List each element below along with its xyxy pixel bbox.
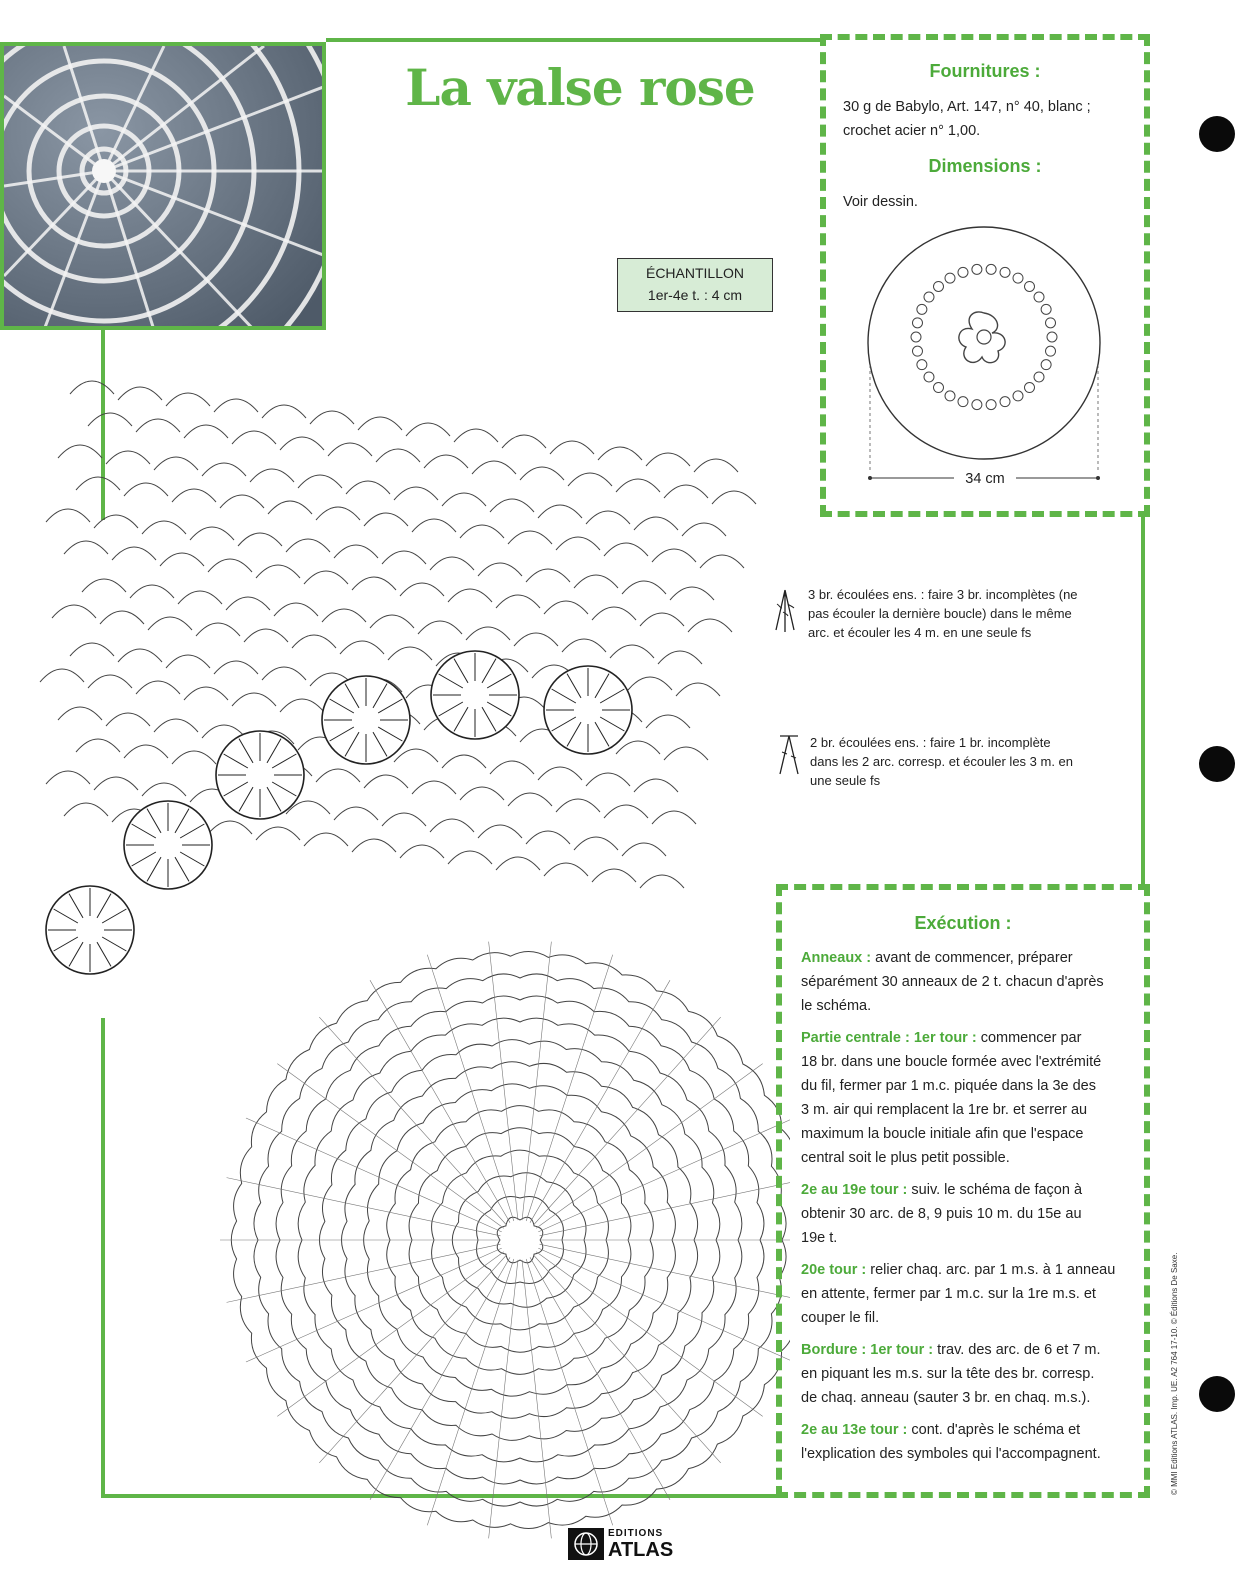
- chart-mesh-arc: [478, 563, 522, 576]
- chart-mesh-arc: [622, 581, 666, 594]
- chart-mesh-arc: [592, 869, 636, 882]
- chart-mesh-arc: [664, 747, 708, 760]
- step-border: [801, 1338, 1131, 1410]
- chart-mesh-arc: [526, 831, 570, 844]
- legend-item-1-line3: arc. et écouler les 4 m. en une seule fs: [808, 625, 1032, 640]
- chart-mesh-arc: [166, 393, 210, 406]
- chart-mesh-arc: [130, 585, 174, 598]
- step-rounds-2-19-line2: obtenir 30 arc. de 8, 9 puis 10 m. du 15e au: [801, 1206, 1082, 1222]
- chart-mesh-arc: [538, 767, 582, 780]
- chart-mesh-arc: [604, 543, 648, 556]
- step-rings: [801, 946, 1131, 1018]
- ring-dot: [986, 264, 996, 274]
- execution-heading: Exécution :: [914, 913, 1012, 933]
- chart-mesh-arc: [496, 857, 540, 870]
- sample-gauge-box: [617, 258, 773, 312]
- chart-spoke: [427, 955, 514, 1221]
- dimensions-text: Voir dessin.: [843, 194, 918, 210]
- ring-dot: [972, 400, 982, 410]
- chart-mesh-arc: [640, 613, 684, 626]
- chart-mesh-arc: [688, 619, 732, 632]
- chart-mesh-arc: [148, 617, 192, 630]
- chart-mesh-arc: [70, 381, 114, 394]
- logo-editions-text: EDITIONS: [608, 1528, 664, 1539]
- execution-instructions: [801, 946, 1131, 1466]
- chart-mesh-arc: [496, 595, 540, 608]
- ring-dot: [912, 318, 922, 328]
- chart-mesh-arc: [334, 807, 378, 820]
- chart-mesh-arc: [556, 799, 600, 812]
- chart-mesh-arc: [82, 579, 126, 592]
- sample-gauge: 1er-4e t. : 4 cm: [647, 287, 743, 303]
- center-flower-icon: [959, 312, 1005, 363]
- step-round-20-line3: couper le fil.: [801, 1310, 880, 1326]
- ring-dot: [912, 346, 922, 356]
- binder-hole-top: [1199, 116, 1235, 152]
- chart-spoke: [522, 1260, 551, 1538]
- chart-mesh-arc: [646, 453, 690, 466]
- chart-mesh-arc: [124, 483, 168, 496]
- chart-spoke: [522, 942, 551, 1220]
- step-round-20-title: 20e tour :: [801, 1262, 867, 1278]
- chart-mesh-arc: [550, 441, 594, 454]
- chart-mesh-arc: [376, 449, 420, 462]
- chart-mesh-arc: [58, 445, 102, 458]
- chart-mesh-arc: [280, 437, 324, 450]
- ring-dot: [1041, 304, 1051, 314]
- step-border-rounds-line2: l'explication des symboles qui l'accompagnent.: [801, 1446, 1101, 1462]
- chart-mesh-arc: [256, 565, 300, 578]
- chart-mesh-arc: [208, 559, 252, 572]
- chart-mesh-arc: [244, 629, 288, 642]
- chart-mesh-arc: [676, 683, 720, 696]
- chart-mesh-arc: [208, 821, 252, 834]
- chart-mesh-arc: [292, 635, 336, 648]
- chart-mesh-arc: [466, 627, 510, 640]
- step-center: [801, 1026, 1131, 1170]
- chart-mesh-arc: [382, 813, 426, 826]
- chart-mesh-arc: [118, 649, 162, 662]
- diameter-label: 34 cm: [965, 471, 1005, 487]
- chart-mesh-arc: [406, 423, 450, 436]
- ring-dot: [986, 400, 996, 410]
- chart-mesh-arc: [328, 443, 372, 456]
- chart-mesh-arc: [214, 661, 258, 674]
- ring-dot: [945, 273, 955, 283]
- sample-label: ÉCHANTILLON: [645, 265, 745, 281]
- doily-photo: [0, 42, 326, 330]
- chart-mesh-arc: [388, 647, 432, 660]
- chart-mesh-arc: [268, 501, 312, 514]
- step-rings-title: Anneaux :: [801, 950, 872, 966]
- chart-mesh-arc: [514, 633, 558, 646]
- chart-mesh-arc: [298, 475, 342, 488]
- step-round-20-line2: en attente, fermer par 1 m.c. sur la 1re m.s. et: [801, 1286, 1096, 1302]
- chart-mesh-arc: [70, 643, 114, 656]
- chart-round: [497, 1217, 543, 1263]
- chart-mesh-arc: [190, 527, 234, 540]
- binder-hole-middle: [1199, 746, 1235, 782]
- chart-mesh-arc: [358, 417, 402, 430]
- chart-mesh-arc: [64, 541, 108, 554]
- chart-mesh-arc: [544, 601, 588, 614]
- chart-mesh-arc: [622, 843, 666, 856]
- chart-mesh-arc: [412, 781, 456, 794]
- legend-item-1-line2: pas écouler la dernière boucle) dans le même: [808, 606, 1072, 621]
- legend-item-2-line3: une seule fs: [810, 773, 881, 788]
- step-border-rounds-line1: cont. d'après le schéma et: [907, 1422, 1081, 1438]
- chart-mesh-arc: [46, 509, 90, 522]
- chart-mesh-arc: [616, 479, 660, 492]
- ring-dot: [1041, 360, 1051, 370]
- chart-mesh-arc: [112, 547, 156, 560]
- chart-mesh-arc: [412, 519, 456, 532]
- chart-mesh-arc: [58, 707, 102, 720]
- chart-mesh-arc: [262, 667, 306, 680]
- step-rounds-2-19-title: 2e au 19e tour :: [801, 1182, 908, 1198]
- chart-mesh-arc: [256, 827, 300, 840]
- chart-mesh-arc: [340, 641, 384, 654]
- chart-mesh-arc: [700, 555, 744, 568]
- copyright-text: © MMI Editions ATLAS. Imp. UE. A2 764 17-10. © Éditions De Saxe.: [1170, 1252, 1179, 1495]
- chart-mesh-arc: [220, 495, 264, 508]
- chart-mesh-arc: [508, 531, 552, 544]
- chart-mesh-arc: [364, 513, 408, 526]
- step-rounds-2-19-line1: suiv. le schéma de façon à: [907, 1182, 1083, 1198]
- chart-mesh-arc: [634, 779, 678, 792]
- chart-spoke: [526, 1259, 613, 1525]
- step-rings-line2: séparément 30 anneaux de 2 t. chacun d'après: [801, 974, 1104, 990]
- ring-dot: [1047, 332, 1057, 342]
- chart-mesh-arc: [370, 615, 414, 628]
- chart-mesh-arc: [634, 517, 678, 530]
- ring-dot: [1000, 267, 1010, 277]
- chart-mesh-arc: [610, 645, 654, 658]
- step-center-line1: commencer par: [976, 1030, 1082, 1046]
- chart-mesh-arc: [118, 387, 162, 400]
- chart-mesh-arc: [592, 607, 636, 620]
- chart-mesh-arc: [556, 537, 600, 550]
- chart-mesh-arc: [352, 839, 396, 852]
- chart-spoke: [227, 1244, 501, 1302]
- chart-mesh-arc: [316, 769, 360, 782]
- ring-dot: [924, 292, 934, 302]
- chart-spoke: [246, 1118, 502, 1232]
- chart-mesh-arc: [442, 493, 486, 506]
- chart-mesh-arc: [262, 405, 306, 418]
- chart-mesh-arc: [490, 761, 534, 774]
- chart-mesh-arc: [544, 863, 588, 876]
- chart-mesh-arc: [352, 577, 396, 590]
- dimensions-heading: Dimensions :: [928, 156, 1042, 176]
- chart-mesh-arc: [460, 525, 504, 538]
- chart-mesh-arc: [154, 719, 198, 732]
- chart-mesh-arc: [430, 819, 474, 832]
- supplies-heading: Fournitures :: [929, 61, 1041, 81]
- chart-mesh-arc: [142, 521, 186, 534]
- chart-mesh-arc: [274, 603, 318, 616]
- step-center-line3: du fil, fermer par 1 m.c. piquée dans la 3e des: [801, 1078, 1096, 1094]
- chart-spoke: [536, 1064, 763, 1229]
- chart-mesh-arc: [424, 455, 468, 468]
- chart-mesh-arc: [454, 429, 498, 442]
- ring-dot: [917, 304, 927, 314]
- chart-mesh-arc: [184, 425, 228, 438]
- chart-mesh-arc: [382, 551, 426, 564]
- chart-mesh-arc: [142, 783, 186, 796]
- chart-mesh-arc: [232, 693, 276, 706]
- chart-mesh-arc: [586, 773, 630, 786]
- chart-rings: [46, 651, 632, 974]
- chart-mesh-arc: [172, 751, 216, 764]
- frame-top-line: [326, 38, 820, 42]
- chart-mesh-arc: [136, 681, 180, 694]
- chart-mesh-arc: [286, 539, 330, 552]
- chart-mesh-arc: [124, 745, 168, 758]
- frame-right-line: [1141, 517, 1145, 884]
- chart-mesh-arc: [166, 655, 210, 668]
- ring-dot: [958, 267, 968, 277]
- chart-mesh-arc: [172, 489, 216, 502]
- chart-mesh-arc: [214, 399, 258, 412]
- chart-mesh-arc: [46, 771, 90, 784]
- chart-mesh-arc: [334, 545, 378, 558]
- chart-mesh-arc: [76, 739, 120, 752]
- chart-mesh-arc: [346, 481, 390, 494]
- step-rounds-2-19: [801, 1178, 1131, 1250]
- chart-spoke: [536, 1252, 763, 1417]
- chart-mesh-arc: [280, 699, 324, 712]
- chart-mesh-arc: [100, 611, 144, 624]
- chart-spoke: [370, 1257, 510, 1499]
- chart-mesh-arc: [94, 515, 138, 528]
- chart-mesh-arc: [442, 755, 486, 768]
- chart-mesh-arc: [400, 845, 444, 858]
- chart-mesh-arc: [616, 741, 660, 754]
- chart-mesh-arc: [322, 609, 366, 622]
- legend-item-1-line1: 3 br. écoulées ens. : faire 3 br. incomplètes (ne: [808, 587, 1078, 602]
- step-rounds-2-19-line3: 19e t.: [801, 1230, 838, 1246]
- chart-mesh-arc: [250, 469, 294, 482]
- chart-mesh-arc: [712, 491, 756, 504]
- chart-spoke: [540, 1178, 790, 1236]
- chart-spoke: [427, 1259, 514, 1525]
- chart-mesh-arc: [418, 621, 462, 634]
- chart-mesh-arc: [184, 687, 228, 700]
- chart-mesh-arc: [658, 651, 702, 664]
- step-border-line2: en piquant les m.s. sur la tête des br. corresp.: [801, 1366, 1095, 1382]
- step-border-rounds-title: 2e au 13e tour :: [801, 1422, 908, 1438]
- chart-mesh-arc: [316, 507, 360, 520]
- chart-spoke: [227, 1178, 501, 1236]
- chart-mesh-arc: [694, 459, 738, 472]
- chart-mesh-arc: [196, 623, 240, 636]
- chart-mesh-arc: [364, 775, 408, 788]
- chart-mesh-arc: [238, 533, 282, 546]
- chart-mesh-arc: [106, 713, 150, 726]
- dimension-diagram: [858, 225, 1118, 495]
- chart-mesh-arc: [160, 553, 204, 566]
- chart-mesh-arc: [652, 811, 696, 824]
- ring-dot: [1013, 391, 1023, 401]
- chart-mesh-arc: [202, 463, 246, 476]
- chart-mesh-arc: [304, 571, 348, 584]
- ring-dot: [933, 281, 943, 291]
- ring-dot: [1025, 281, 1035, 291]
- step-round-20: [801, 1258, 1131, 1330]
- binder-hole-bottom: [1199, 1376, 1235, 1412]
- ring-dot: [972, 264, 982, 274]
- chart-mesh-arc: [478, 825, 522, 838]
- legend-item-2-line1: 2 br. écoulées ens. : faire 1 br. incomplète: [810, 735, 1051, 750]
- chart-mesh-arc: [88, 675, 132, 688]
- chart-mesh-arc: [88, 413, 132, 426]
- chart-mesh-arc: [64, 803, 108, 816]
- doily-photo-image: [4, 46, 326, 330]
- chart-spoke: [277, 1064, 504, 1229]
- chart-mesh-arc: [232, 431, 276, 444]
- step-border-line3: de chaq. anneau (sauter 3 br. en chaq. m.s.).: [801, 1390, 1091, 1406]
- ring-dot: [917, 360, 927, 370]
- chart-mesh-arc: [448, 851, 492, 864]
- chart-mesh-arc: [472, 461, 516, 474]
- chart-mesh-arc: [604, 805, 648, 818]
- chart-mesh-arc: [598, 447, 642, 460]
- chart-mesh-arc: [448, 589, 492, 602]
- chart-spoke: [246, 1248, 502, 1362]
- ring-dot: [1046, 318, 1056, 328]
- chart-mesh-arc: [670, 587, 714, 600]
- chart-mesh-arc: [508, 793, 552, 806]
- chart-mesh-arc: [106, 451, 150, 464]
- chart-mesh-arc: [490, 499, 534, 512]
- ring-dot: [911, 332, 921, 342]
- ring-dot: [945, 391, 955, 401]
- chart-mesh-arc: [628, 677, 672, 690]
- chart-mesh-arc: [682, 523, 726, 536]
- chart-mesh-arc: [430, 557, 474, 570]
- step-center-title: Partie centrale : 1er tour :: [801, 1030, 977, 1046]
- chart-mesh-arc: [568, 473, 612, 486]
- chart-mesh-arc: [400, 583, 444, 596]
- step-rings-line1: avant de commencer, préparer: [871, 950, 1073, 966]
- chart-mesh-arc: [136, 419, 180, 432]
- step-rings-line3: le schéma.: [801, 998, 872, 1014]
- ring-dot: [958, 397, 968, 407]
- ring-dot: [1025, 383, 1035, 393]
- chart-mesh-arc: [574, 837, 618, 850]
- chart-mesh-arc: [304, 833, 348, 846]
- chart-mesh-arc: [52, 605, 96, 618]
- ring-dot: [1034, 372, 1044, 382]
- ring-dot: [1013, 273, 1023, 283]
- ring-dot: [924, 372, 934, 382]
- chart-mesh-arc: [664, 485, 708, 498]
- step-border-title: Bordure : 1er tour :: [801, 1342, 934, 1358]
- chart-spoke: [530, 1257, 670, 1499]
- chart-spoke: [370, 980, 510, 1222]
- step-center-line2: 18 br. dans une boucle formée avec l'extrémité: [801, 1054, 1102, 1070]
- chart-mesh-arc: [154, 457, 198, 470]
- ring-dot: [1046, 346, 1056, 356]
- chart-spoke: [526, 955, 613, 1221]
- chart-mesh-arc: [562, 639, 606, 652]
- page-title: La valse rose: [405, 58, 755, 117]
- crochet-chart-diagram: [30, 320, 790, 1550]
- chart-mesh-arc: [310, 411, 354, 424]
- chart-mesh-arc: [394, 487, 438, 500]
- chart-mesh-arc: [226, 597, 270, 610]
- ring-dot: [1000, 397, 1010, 407]
- chart-mesh-arc: [94, 777, 138, 790]
- chart-spoke: [277, 1252, 504, 1417]
- chart-mesh-arc: [40, 669, 84, 682]
- chart-spoke: [530, 980, 670, 1222]
- chart-mesh-arc: [526, 569, 570, 582]
- chart-mesh-arc: [460, 787, 504, 800]
- chart-mesh-arc: [640, 875, 684, 888]
- step-center-line6: central soit le plus petit possible.: [801, 1150, 1010, 1166]
- chart-mesh-arc: [76, 477, 120, 490]
- supplies-text-1: 30 g de Babylo, Art. 147, n° 40, blanc ;: [843, 99, 1091, 115]
- ring-dot: [933, 383, 943, 393]
- logo-atlas-text: ATLAS: [608, 1539, 674, 1561]
- chart-mesh-arc: [574, 575, 618, 588]
- chart-mesh-arc: [652, 549, 696, 562]
- step-round-20-line1: relier chaq. arc. par 1 m.s. à 1 anneau: [866, 1262, 1116, 1278]
- step-border-line1: trav. des arc. de 6 et 7 m.: [933, 1342, 1101, 1358]
- ring-dot: [1034, 292, 1044, 302]
- chart-mesh-arc: [520, 467, 564, 480]
- step-center-line4: 3 m. air qui remplacent la 1re br. et serrer au: [801, 1102, 1088, 1118]
- step-center-line5: maximum la boucle initiale afin que l'espace: [801, 1126, 1084, 1142]
- legend-item-2-line2: dans les 2 arc. corresp. et écouler les 3 m. en: [810, 754, 1074, 769]
- chart-mesh-arc: [646, 715, 690, 728]
- atlas-globe-logo-icon: [568, 1528, 604, 1560]
- chart-arcs: [40, 381, 790, 1538]
- step-border-rounds: [801, 1418, 1131, 1466]
- chart-mesh-arc: [538, 505, 582, 518]
- chart-mesh-arc: [178, 591, 222, 604]
- supplies-text-2: crochet acier n° 1,00.: [843, 123, 981, 139]
- chart-mesh-arc: [586, 511, 630, 524]
- chart-spoke: [540, 1244, 790, 1302]
- chart-mesh-arc: [394, 749, 438, 762]
- chart-mesh-arc: [502, 435, 546, 448]
